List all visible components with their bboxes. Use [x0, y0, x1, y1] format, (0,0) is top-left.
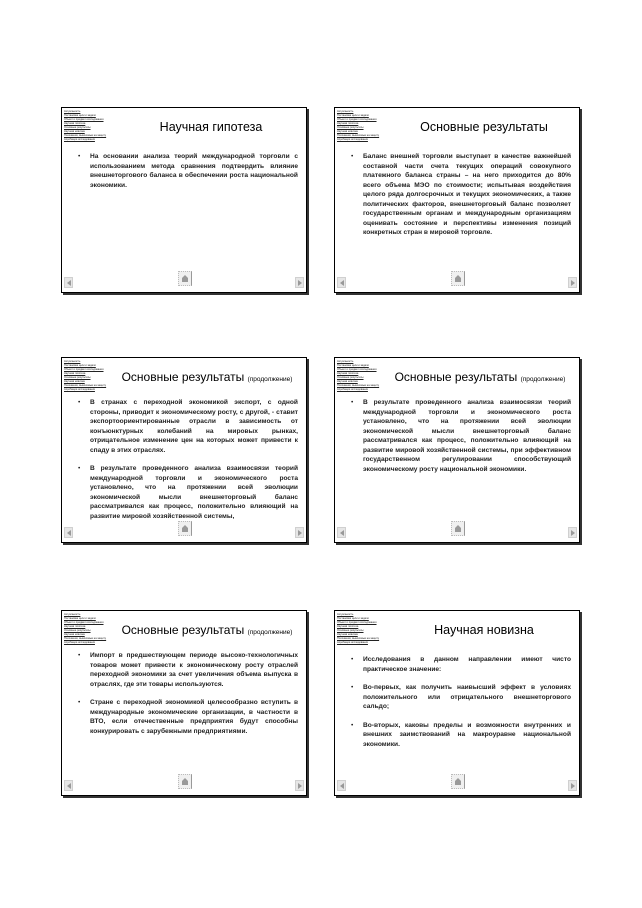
arrow-left-icon[interactable] — [337, 780, 346, 791]
nav-link[interactable]: Апробация исследования — [64, 388, 95, 391]
bullet-item: • В странах с переходной экономикой экспорт, с одной стороны, приводит к экономическому росту, с другой, - ставит экспортоориентированные отрасли в зависимость от конъюнктурных колебаний на мировых рынках, отрицательное изменение цен на которых может привести к спаду в этих отраслях. — [78, 398, 298, 455]
bullet-item: • Во-вторых, каковы пределы и возможности внутренних и внешних заимствований на макроуравне национальной экономики. — [351, 721, 571, 750]
arrow-right-icon[interactable] — [295, 527, 304, 538]
slide — [334, 610, 580, 796]
slide-title-text: Основные результаты — [420, 120, 548, 134]
slide-body — [351, 152, 571, 247]
slide-body — [351, 398, 571, 483]
bullet-item: • Стране с переходной экономикой целесообразно вступить в международные экономические организации, в частности в ВТО, если отечественные предприятия будут способны конкурировать с зарубежными предприятиями. — [78, 698, 298, 736]
slide-subtitle: (продолжение) — [520, 376, 566, 383]
nav-link[interactable]: Апробация исследования — [337, 641, 368, 644]
arrow-left-icon[interactable] — [337, 277, 346, 288]
slide-title-text: Научная новизна — [434, 623, 534, 637]
bullet-item: • Баланс внешней торговли выступает в качестве важнейшей составной части счета текущих операций совокупного платежного баланса страны – на него приходится до 80% всего объема МЭО по стоимости; испытывая воздействия целого ряда долгосрочных и текущих экономических, а также политических факторов, внешнеторговый баланс позволяет государственным органам и международным организациям оценивать состояние и перспективы изменения позиций конкретных стран в мировой торговле. — [351, 152, 571, 238]
slide-body — [78, 651, 298, 745]
slide-title — [385, 370, 575, 387]
slide-title — [112, 623, 302, 640]
nav-link[interactable]: Положения, выносимые на защиту — [337, 637, 380, 640]
nav-link[interactable]: Постановка цели и задачи — [64, 364, 96, 367]
slide-nav-links — [337, 613, 393, 645]
slide-body — [78, 152, 298, 199]
nav-link[interactable]: Постановка цели и задачи — [64, 114, 96, 117]
arrow-right-icon[interactable] — [295, 780, 304, 791]
nav-link[interactable]: Постановка цели и задачи — [337, 114, 369, 117]
nav-link[interactable]: Основные результаты — [337, 376, 364, 379]
nav-link[interactable]: Положения, выносимые на защиту — [64, 384, 107, 387]
slide — [61, 610, 307, 796]
nav-link[interactable]: Актуальность — [337, 613, 354, 616]
nav-link[interactable]: Апробация исследования — [64, 138, 95, 141]
bullet-list — [351, 398, 571, 474]
arrow-left-icon[interactable] — [64, 780, 73, 791]
bullet-item: • В результате проведенного анализа взаимосвязи теорий международной торговли и экономического роста установлено, что на протяжении всей эволюции экономической мысли внешнеторговый баланс рассматривался как процесс, положительно влияющий на развитие мировой хозяйственной системы, — [78, 464, 298, 521]
bullet-item: • Импорт в предшествующем периоде высоко-технологичных товаров может привести к экономическому росту отраслей переходной экономики за счет увеличения объема выпуска в отраслях, где эти товары используются. — [78, 651, 298, 689]
nav-link[interactable]: Научная гипотеза — [64, 122, 86, 125]
nav-link[interactable]: Постановка цели и задачи — [64, 617, 96, 620]
arrow-left-icon[interactable] — [337, 527, 346, 538]
nav-link[interactable]: Научная новизна — [337, 130, 358, 133]
nav-link[interactable]: Актуальность — [64, 360, 81, 363]
nav-link[interactable]: Основные результаты — [64, 126, 91, 129]
nav-link[interactable]: Научная гипотеза — [64, 372, 86, 375]
slide-title — [393, 120, 575, 134]
slide-title — [120, 120, 302, 134]
home-icon[interactable] — [178, 774, 192, 789]
nav-link[interactable]: Апробация исследования — [337, 138, 368, 141]
nav-link[interactable]: Основные результаты — [64, 629, 91, 632]
slide-title — [112, 370, 302, 387]
bullet-list — [78, 398, 298, 521]
slide-title — [393, 623, 575, 637]
nav-link[interactable]: Научная гипотеза — [337, 625, 359, 628]
nav-link[interactable]: Объект и предмет исследования — [337, 368, 377, 371]
slide-body — [78, 398, 298, 530]
slide-nav-links — [337, 110, 393, 142]
nav-link[interactable]: Актуальность — [337, 110, 354, 113]
nav-link[interactable]: Постановка цели и задачи — [337, 364, 369, 367]
nav-link[interactable]: Положения, выносимые на защиту — [337, 134, 380, 137]
slide-title-text: Основные результаты — [394, 370, 518, 384]
nav-link[interactable]: Научная гипотеза — [337, 122, 359, 125]
nav-link[interactable]: Научная новизна — [64, 633, 85, 636]
bullet-item: • На основании анализа теорий международной торговли с использованием метода сравнения подтвердить влияние внешнеторгового баланса в обеспечении роста национальной экономики. — [78, 152, 298, 190]
arrow-right-icon[interactable] — [568, 780, 577, 791]
bullet-item: • Исследования в данном направлении имеют чисто практическое значение: — [351, 655, 571, 674]
slide-subtitle: (продолжение) — [247, 629, 293, 636]
nav-link[interactable]: Объект и предмет исследования — [64, 621, 104, 624]
slide — [334, 107, 580, 293]
slide — [334, 357, 580, 543]
nav-link[interactable]: Положения, выносимые на защиту — [337, 384, 380, 387]
nav-link[interactable]: Апробация исследования — [64, 641, 95, 644]
nav-link[interactable]: Основные результаты — [337, 629, 364, 632]
bullet-list — [78, 651, 298, 736]
bullet-item: • В результате проведенного анализа взаимосвязи теорий международной торговли и экономического роста установлено, что на протяжении всей эволюции экономической мысли внешнеторговый баланс рассматривался как процесс, положительно влияющий на развитие мировой хозяйственной системы, при эффективном государственном регулировании способствующий экономическому росту национальной экономики. — [351, 398, 571, 474]
arrow-right-icon[interactable] — [295, 277, 304, 288]
nav-link[interactable]: Положения, выносимые на защиту — [64, 637, 107, 640]
slide — [61, 107, 307, 293]
arrow-right-icon[interactable] — [568, 277, 577, 288]
arrow-left-icon[interactable] — [64, 277, 73, 288]
nav-link[interactable]: Научная гипотеза — [337, 372, 359, 375]
bullet-item: • Во-первых, как получить наивысший эффект в условиях положительного или отрицательного внешнеторгового сальдо; — [351, 683, 571, 712]
arrow-right-icon[interactable] — [568, 527, 577, 538]
nav-link[interactable]: Актуальность — [64, 613, 81, 616]
nav-link[interactable]: Научная новизна — [64, 130, 85, 133]
nav-link[interactable]: Научная гипотеза — [64, 625, 86, 628]
slide-nav-links — [64, 110, 120, 142]
nav-link[interactable]: Положения, выносимые на защиту — [64, 134, 107, 137]
slide-title-text: Научная гипотеза — [159, 120, 263, 134]
home-icon[interactable] — [451, 774, 465, 789]
slide-title-text: Основные результаты — [121, 370, 245, 384]
nav-link[interactable]: Актуальность — [64, 110, 81, 113]
nav-link[interactable]: Основные результаты — [337, 126, 364, 129]
nav-link[interactable]: Основные результаты — [64, 376, 91, 379]
slide-title-text: Основные результаты — [121, 623, 245, 637]
nav-link[interactable]: Актуальность — [337, 360, 354, 363]
bullet-list — [351, 655, 571, 749]
home-icon[interactable] — [178, 271, 192, 286]
nav-link[interactable]: Научная новизна — [64, 380, 85, 383]
nav-link[interactable]: Научная новизна — [337, 380, 358, 383]
nav-link[interactable]: Апробация исследования — [337, 388, 368, 391]
nav-link[interactable]: Объект и предмет исследования — [64, 368, 104, 371]
bullet-list — [78, 152, 298, 190]
nav-link[interactable]: Постановка цели и задачи — [337, 617, 369, 620]
slide-subtitle: (продолжение) — [247, 376, 293, 383]
home-icon[interactable] — [451, 271, 465, 286]
home-icon[interactable] — [451, 521, 465, 536]
slide-body — [351, 655, 571, 758]
nav-link[interactable]: Научная новизна — [337, 633, 358, 636]
nav-link[interactable]: Объект и предмет исследования — [337, 118, 377, 121]
home-icon[interactable] — [178, 521, 192, 536]
nav-link[interactable]: Объект и предмет исследования — [64, 118, 104, 121]
slide — [61, 357, 307, 543]
nav-link[interactable]: Объект и предмет исследования — [337, 621, 377, 624]
bullet-list — [351, 152, 571, 238]
arrow-left-icon[interactable] — [64, 527, 73, 538]
